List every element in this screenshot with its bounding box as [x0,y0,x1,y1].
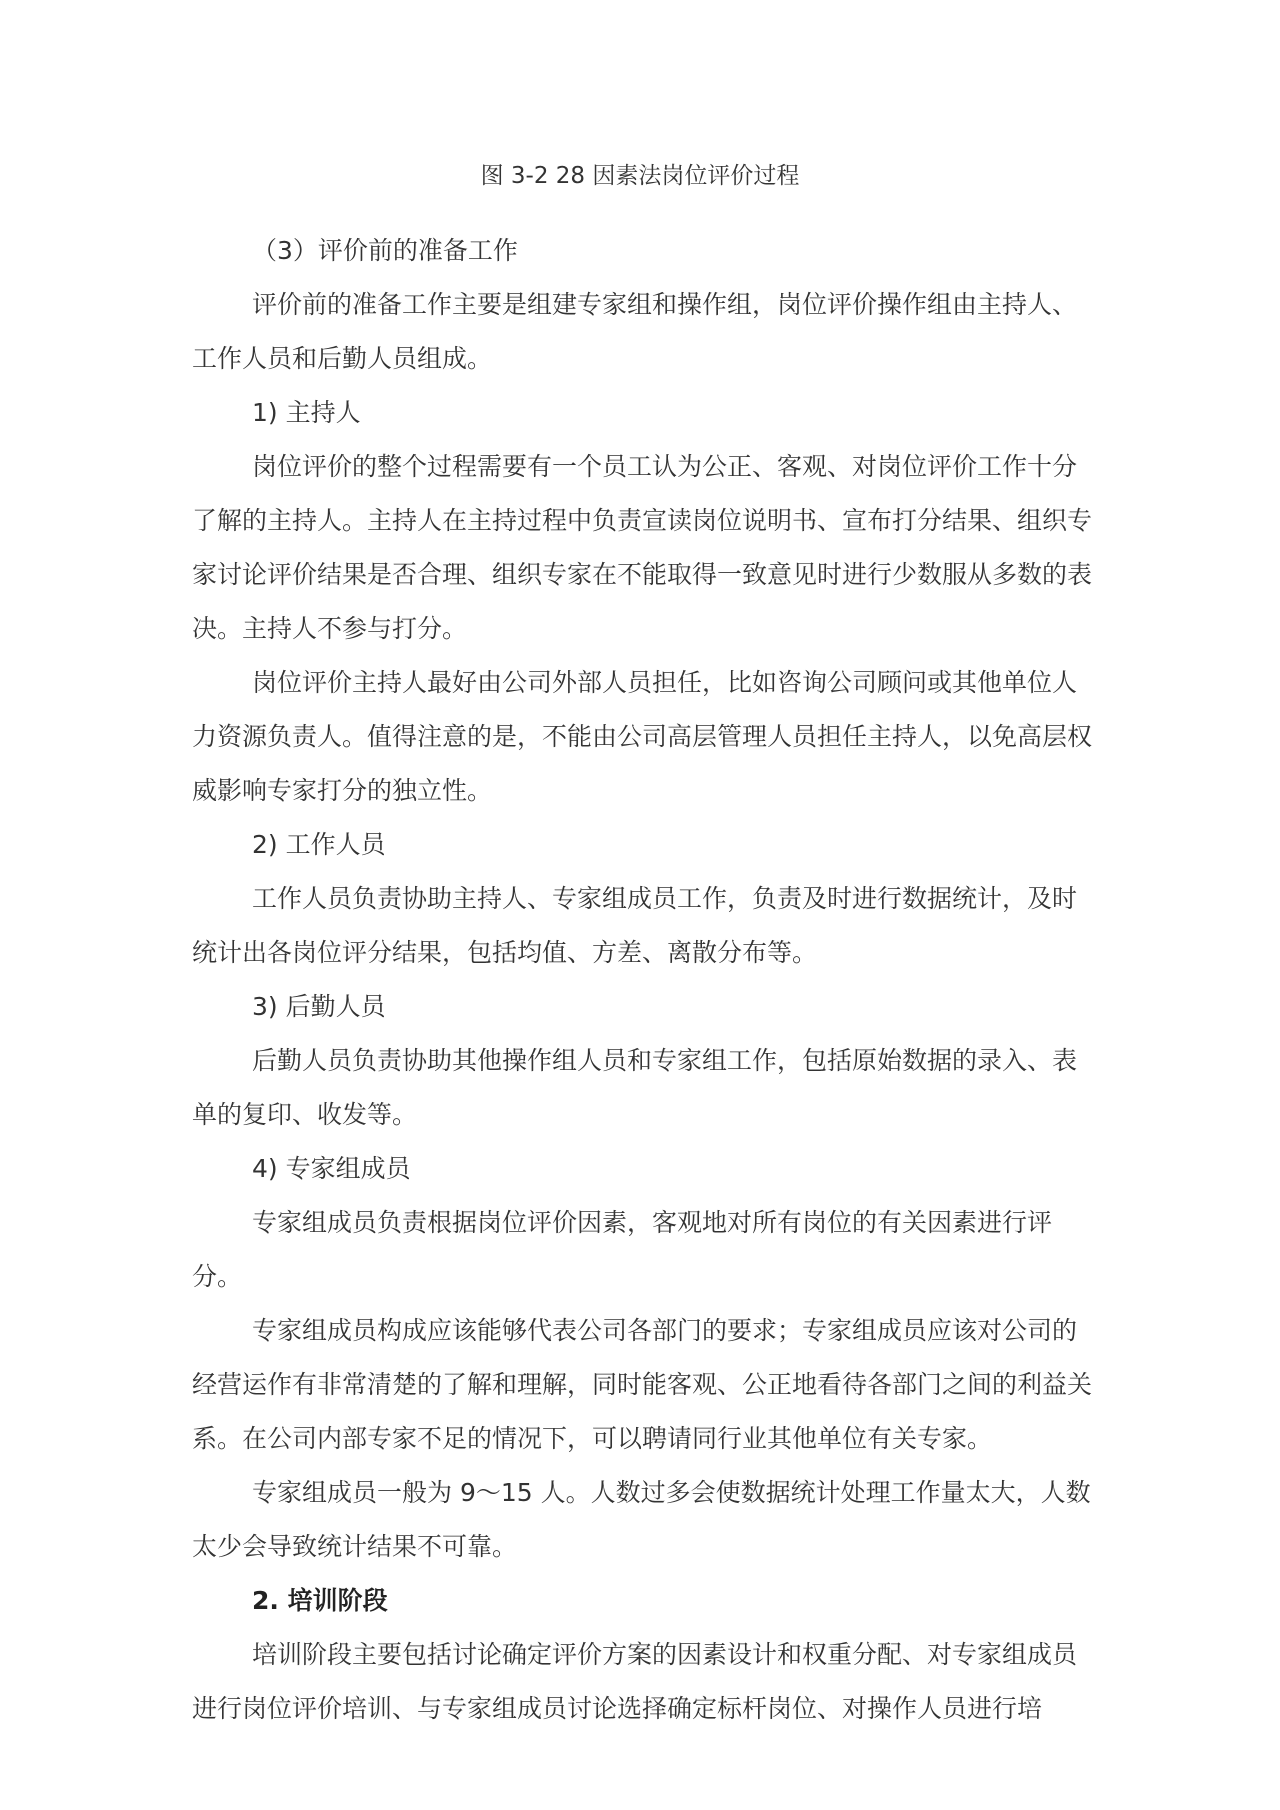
paragraph-experts-count: 专家组成员一般为 9～15 人。人数过多会使数据统计处理工作量太大，人数太少会导致统计结果不可靠。 [192,1478,1091,1561]
subheading-experts: 4) 专家组成员 [252,1154,411,1183]
subheading-logistics: 3) 后勤人员 [252,992,386,1021]
section-heading-preparation: （3）评价前的准备工作 [252,236,518,265]
subheading-staff: 2) 工作人员 [252,830,386,859]
subheading-host: 1) 主持人 [252,398,361,427]
paragraph-host-role: 岗位评价的整个过程需要有一个员工认为公正、客观、对岗位评价工作十分了解的主持人。主持人在主持过程中负责宣读岗位说明书、宣布打分结果、组织专家讨论评价结果是否合理、组织专家在不能取得一致意见时进行少数服从多数的表决。主持人不参与打分。 [192,452,1093,643]
paragraph-training-intro: 培训阶段主要包括讨论确定评价方案的因素设计和权重分配、对专家组成员进行岗位评价培训、与专家组成员讨论选择确定标杆岗位、对操作人员进行培 [192,1640,1078,1723]
section-heading-training: 2. 培训阶段 [252,1586,388,1615]
paragraph-staff-role: 工作人员负责协助主持人、专家组成员工作，负责及时进行数据统计，及时统计出各岗位评分结果，包括均值、方差、离散分布等。 [192,884,1078,967]
paragraph-logistics-role: 后勤人员负责协助其他操作组人员和专家组工作，包括原始数据的录入、表单的复印、收发等。 [192,1046,1078,1129]
paragraph-experts-role: 专家组成员负责根据岗位评价因素，客观地对所有岗位的有关因素进行评分。 [192,1208,1053,1291]
paragraph-host-selection: 岗位评价主持人最好由公司外部人员担任，比如咨询公司顾问或其他单位人力资源负责人。值得注意的是，不能由公司高层管理人员担任主持人，以免高层权威影响专家打分的独立性。 [192,668,1093,805]
paragraph-preparation-intro: 评价前的准备工作主要是组建专家组和操作组，岗位评价操作组由主持人、工作人员和后勤人员组成。 [192,290,1078,373]
figure-caption: 图 3-2 28 因素法岗位评价过程 [480,163,800,189]
paragraph-experts-composition: 专家组成员构成应该能够代表公司各部门的要求；专家组成员应该对公司的经营运作有非常清楚的了解和理解，同时能客观、公正地看待各部门之间的利益关系。在公司内部专家不足的情况下，可以聘请同行业其他单位有关专家。 [192,1316,1093,1453]
document-body [192,224,1092,1736]
